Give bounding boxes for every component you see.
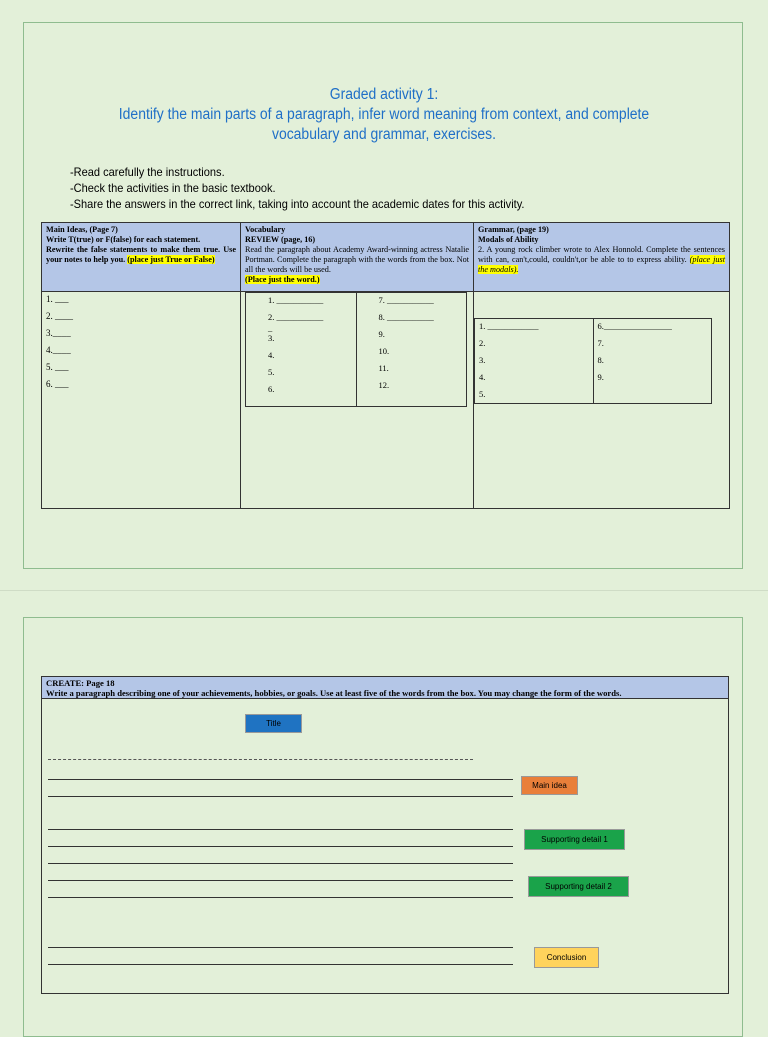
answer-blank[interactable]: 3. (479, 355, 486, 365)
title-line-2: Identify the main parts of a paragraph, infer word meaning from context, and complete vocabulary and grammar, exercises. (118, 106, 650, 143)
instructions-list (70, 164, 524, 212)
activity-title (60, 85, 708, 145)
conclusion-label: Conclusion (546, 953, 587, 962)
grammar-answer-box (474, 318, 712, 404)
answer-blank[interactable]: 10. (378, 346, 390, 356)
grammar-modals: Modals of Ability (478, 235, 539, 244)
title-tag-label: Title (266, 719, 281, 728)
answer-blank[interactable]: 1. ___________ (268, 295, 324, 305)
writing-line[interactable] (48, 880, 513, 881)
main-ideas-answers (42, 292, 241, 509)
writing-line[interactable] (48, 846, 513, 847)
dotted-line (48, 759, 473, 760)
grammar-col-1 (475, 319, 593, 403)
writing-line[interactable] (48, 947, 513, 948)
grammar-col-2 (593, 319, 712, 403)
page-separator (0, 590, 768, 591)
answer-blank[interactable]: 12. (378, 380, 390, 390)
answer-blank[interactable]: 8. ___________ (378, 312, 434, 322)
title-tag (245, 714, 302, 733)
grammar-heading: Grammar, (page 19) (478, 225, 549, 234)
vocabulary-col-2 (356, 293, 467, 406)
grammar-answers (474, 292, 730, 509)
vocabulary-answers (241, 292, 474, 509)
answer-blank[interactable]: 2. ____ (46, 311, 73, 321)
writing-line[interactable] (48, 897, 513, 898)
answer-blank[interactable]: 1. ____________ (479, 321, 539, 331)
answer-blank[interactable]: 4. (479, 372, 486, 382)
main-ideas-line1: Write T(true) or F(false) for each statement. (46, 235, 201, 244)
main-ideas-line2: Rewrite the false statements to make them true. Use your notes to help you. (46, 245, 236, 264)
grammar-instructions: 2. A young rock climber wrote to Alex Honnold. Complete the sentences with can, can't,could, couldn't,or be able to to express ability. (478, 245, 725, 264)
supporting-detail-1-label: Supporting detail 1 (541, 835, 608, 844)
title-line-1: Graded activity 1: (329, 86, 439, 103)
writing-line[interactable] (48, 863, 513, 864)
main-ideas-highlight: (place just True or False) (127, 255, 215, 264)
writing-line[interactable] (48, 796, 513, 797)
supporting-detail-2-label: Supporting detail 2 (545, 882, 612, 891)
answer-blank[interactable]: 4. (268, 350, 275, 360)
supporting-detail-2-tag (528, 876, 629, 897)
writing-line[interactable] (48, 829, 513, 830)
answer-blank[interactable]: 8. (597, 355, 604, 365)
main-ideas-header (42, 223, 241, 292)
answer-blank[interactable]: 2. ___________ (268, 312, 324, 322)
page-1 (23, 22, 743, 569)
answer-blank[interactable]: 3.____ (46, 328, 71, 338)
page-2 (23, 617, 743, 1037)
answer-blank[interactable]: 5. (479, 389, 486, 399)
writing-line[interactable] (48, 964, 513, 965)
create-instructions: Write a paragraph describing one of your achievements, hobbies, or goals. Use at least five of the words from the box. You may change the form of the words. (46, 688, 622, 698)
main-ideas-heading: Main Ideas, (Page 7) (46, 225, 118, 234)
activities-table (41, 222, 730, 509)
answer-blank[interactable]: 2. (479, 338, 486, 348)
vocabulary-header (241, 223, 474, 292)
answer-blank[interactable]: 7. (597, 338, 604, 348)
main-idea-label: Main idea (532, 781, 567, 790)
answer-blank[interactable]: 5. ___ (46, 362, 69, 372)
vocabulary-highlight: (Place just the word.) (245, 275, 320, 284)
stray-mark: _ (268, 323, 273, 333)
answer-blank[interactable]: 1. ___ (46, 294, 69, 304)
create-section (41, 676, 729, 994)
answer-blank[interactable]: 3. (268, 333, 275, 343)
conclusion-tag (534, 947, 599, 968)
vocabulary-col-1 (246, 293, 356, 406)
create-header (42, 677, 728, 699)
answer-blank[interactable]: 6. ___ (46, 379, 69, 389)
answer-blank[interactable]: 6.________________ (597, 321, 672, 331)
instruction-item: -Read carefully the instructions. (70, 165, 225, 179)
writing-line[interactable] (48, 779, 513, 780)
answer-blank[interactable]: 9. (597, 372, 604, 382)
answer-blank[interactable]: 9. (378, 329, 385, 339)
instruction-item: -Check the activities in the basic textbook. (70, 181, 276, 195)
vocabulary-review: REVIEW (page, 16) (245, 235, 316, 244)
main-idea-tag (521, 776, 578, 795)
vocabulary-answer-box (245, 292, 467, 407)
vocabulary-instructions: Read the paragraph about Academy Award-winning actress Natalie Portman. Complete the paragraph with the words from the box. Not all the words will be used. (245, 245, 469, 274)
answer-blank[interactable]: 5. (268, 367, 275, 377)
supporting-detail-1-tag (524, 829, 625, 850)
grammar-highlight: (place just the modals). (478, 255, 725, 274)
answer-blank[interactable]: 7. ___________ (378, 295, 434, 305)
answer-blank[interactable]: 11. (378, 363, 389, 373)
answer-blank[interactable]: 4.____ (46, 345, 71, 355)
instruction-item: -Share the answers in the correct link, taking into account the academic dates for this activity. (70, 197, 525, 211)
grammar-header (474, 223, 730, 292)
answer-blank[interactable]: 6. (268, 384, 275, 394)
create-label: CREATE: Page 18 (46, 678, 115, 688)
vocabulary-heading: Vocabulary (245, 225, 286, 234)
